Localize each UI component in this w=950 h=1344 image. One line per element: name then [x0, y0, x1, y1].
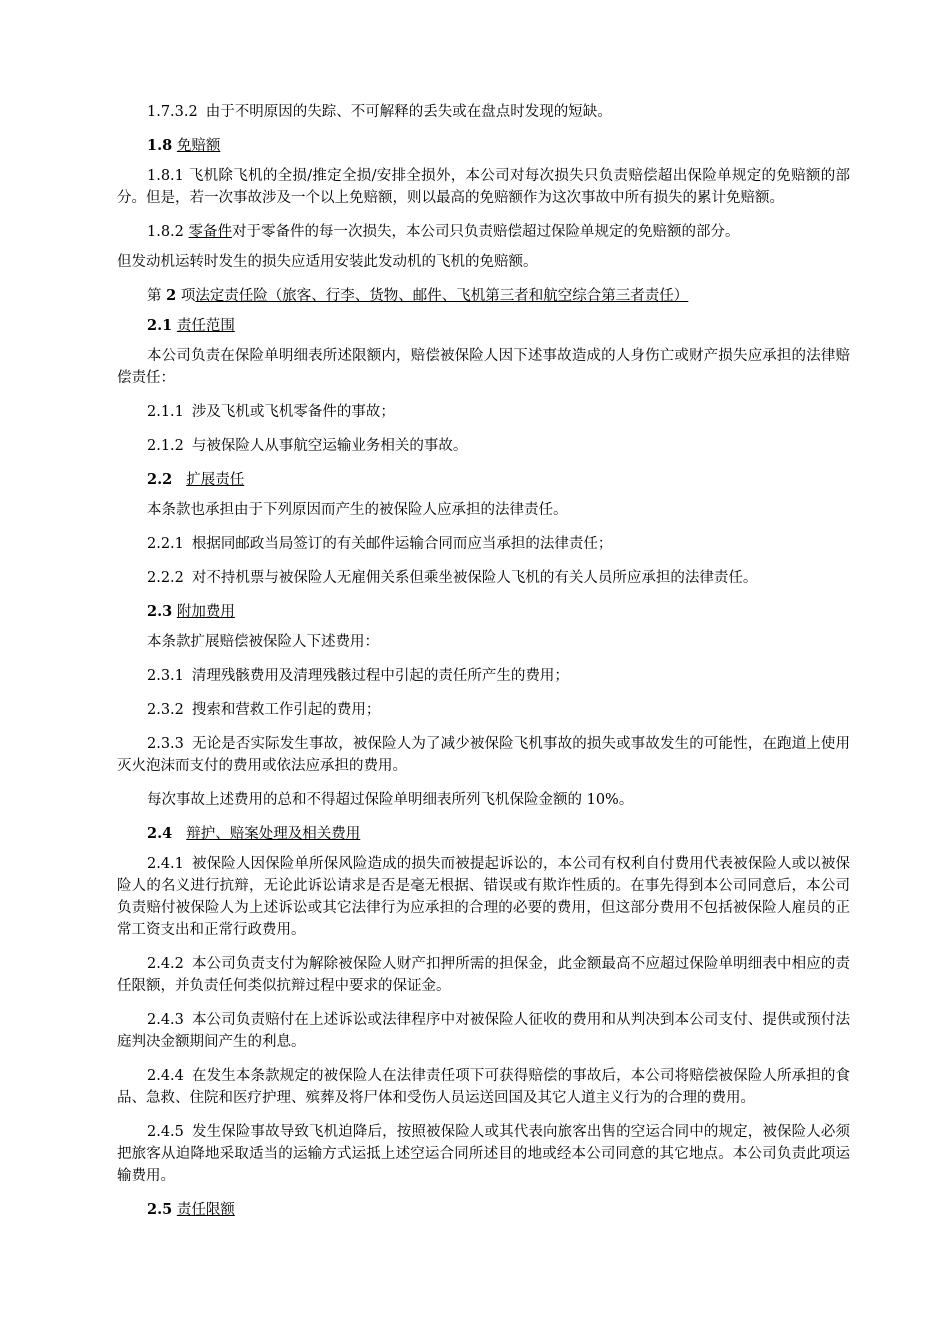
clause-text: 在发生本条款规定的被保险人在法律责任项下可获得赔偿的事故后，本公司将赔偿被保险人所承担的食品、急救、住院和医疗护理、殡葬及将尸体和受伤人员运送回国及其它人道主义行为的合理的费用。	[117, 1068, 850, 1106]
clause-number: 2.1.1	[147, 404, 184, 420]
clause-text: 飞机除飞机的全损/推定全损/安排全损外，本公司对每次损失只负责赔偿超出保险单规定的免赔额的部分。但是，若一次事故涉及一个以上免赔额，则以最高的免赔额作为这次事故中所有损失的累计免赔额。	[117, 168, 850, 206]
clause-number: 2.4.5	[147, 1124, 184, 1140]
clause-2-3-2	[117, 699, 850, 721]
clause-text: 本公司负责赔付在上述诉讼或法律程序中对被保险人征收的费用和从判决到本公司支付、提供或预付法庭判决金额期间产生的利息。	[117, 1012, 850, 1050]
clause-2-4-2	[117, 953, 850, 997]
heading-1-8	[117, 135, 850, 157]
clause-number: 2.4.4	[147, 1068, 184, 1084]
item-2-heading	[117, 285, 850, 307]
clause-text: 对于零备件的每一次损失，本公司只负责赔偿超过保险单规定的免赔额的部分。	[232, 224, 740, 240]
clause-text: 发生保险事故导致飞机迫降后，按照被保险人或其代表向旅客出售的空运合同中的规定，被保险人必须把旅客从迫降地采取适当的运输方式运抵上述空运合同所述目的地或经本公司同意的其它地点。本公司负责此项运输费用。	[117, 1124, 850, 1184]
clause-text: 根据同邮政当局签订的有关邮件运输合同而应当承担的法律责任；	[191, 536, 613, 552]
item-number: 2	[166, 287, 177, 304]
clause-number: 2.4.3	[147, 1012, 184, 1028]
heading-2-3	[117, 601, 850, 623]
clause-number: 1.8.1	[147, 168, 184, 184]
clause-number: 2.2.2	[147, 570, 184, 586]
clause-2-4-5	[117, 1121, 850, 1187]
heading-title: 责任限额	[176, 1202, 235, 1218]
clause-2-4-1	[117, 853, 850, 941]
clause-2-1-2	[117, 435, 850, 457]
clause-text: 与被保险人从事航空运输业务相关的事故。	[191, 438, 468, 454]
clause-number: 2.3.1	[147, 668, 184, 684]
heading-2-4	[117, 823, 850, 845]
clause-number: 2.4.1	[147, 856, 184, 872]
clause-2-2-2	[117, 567, 850, 589]
clause-2-2-1	[117, 533, 850, 555]
document-page	[117, 101, 850, 1229]
clause-number: 1.7.3.2	[147, 104, 198, 120]
heading-title: 辩护、赔案处理及相关费用	[186, 826, 361, 842]
clause-number: 1.8.2	[147, 224, 184, 240]
heading-title: 附加费用	[176, 604, 235, 620]
item-title: 法定责任险（旅客、行李、货物、邮件、飞机第三者和航空综合第三者责任）	[195, 288, 689, 304]
clause-text: 对不持机票与被保险人无雇佣关系但乘坐被保险人飞机的有关人员所应承担的法律责任。	[191, 570, 758, 586]
heading-number: 2.3	[147, 603, 173, 620]
clause-text: 无论是否实际发生事故，被保险人为了减少被保险飞机事故的损失或事故发生的可能性，在跑道上使用灭火泡沫而支付的费用或依法应承担的费用。	[117, 736, 850, 774]
heading-title: 免赔额	[176, 138, 221, 154]
clause-1-7-3-2	[117, 101, 850, 123]
clause-text: 涉及飞机或飞机零备件的事故；	[191, 404, 395, 420]
item-mid: 项	[180, 288, 196, 304]
clause-1-8-1	[117, 165, 850, 209]
clause-1-8-2	[117, 221, 850, 243]
clause-2-3-body: 本条款扩展赔偿被保险人下述费用：	[147, 634, 379, 650]
clause-2-2-body: 本条款也承担由于下列原因而产生的被保险人应承担的法律责任。	[147, 502, 568, 518]
heading-number: 2.1	[147, 317, 173, 334]
clause-text: 被保险人因保险单所保风险造成的损失而被提起诉讼的，本公司有权利自付费用代表被保险人或以被保险人的名义进行抗辩，无论此诉讼请求是否是毫无根据、错误或有欺诈性质的。在事先得到本公司同意后，本公司负责赔付被保险人为上述诉讼或其它法律行为应承担的合理的必要的费用，但这部分费用不包括被保险人雇员的正常工资支出和正常行政费用。	[117, 856, 850, 938]
heading-title: 责任范围	[176, 318, 235, 334]
heading-number: 2.5	[147, 1201, 173, 1218]
clause-text: 搜索和营救工作引起的费用；	[191, 702, 381, 718]
item-prefix: 第	[147, 288, 162, 304]
clause-2-1-1	[117, 401, 850, 423]
clause-2-3-1	[117, 665, 850, 687]
clause-2-1-body: 本公司负责在保险单明细表所述限额内，赔偿被保险人因下述事故造成的人身伤亡或财产损失应承担的法律赔偿责任：	[117, 348, 850, 386]
clause-2-4-3	[117, 1009, 850, 1053]
heading-number: 2.4	[147, 825, 173, 842]
heading-2-2	[117, 469, 850, 491]
clause-1-8-2-continued: 但发动机运转时发生的损失应适用安装此发动机的飞机的免赔额。	[117, 254, 538, 270]
clause-number: 2.1.2	[147, 438, 184, 454]
clause-text: 清理残骸费用及清理残骸过程中引起的责任所产生的费用；	[191, 668, 569, 684]
clause-number: 2.4.2	[147, 956, 184, 972]
heading-number: 2.2	[147, 471, 173, 488]
clause-number: 2.3.2	[147, 702, 184, 718]
clause-number: 2.3.3	[147, 736, 184, 752]
heading-number: 1.8	[147, 137, 173, 154]
clause-title: 零备件	[188, 224, 233, 240]
clause-number: 2.2.1	[147, 536, 184, 552]
clause-2-4-4	[117, 1065, 850, 1109]
heading-2-5	[117, 1199, 850, 1221]
heading-title: 扩展责任	[186, 472, 245, 488]
clause-2-3-3	[117, 733, 850, 777]
clause-2-3-total: 每次事故上述费用的总和不得超过保险单明细表所列飞机保险金额的 10%。	[147, 792, 634, 808]
clause-text: 本公司负责支付为解除被保险人财产扣押所需的担保金，此金额最高不应超过保险单明细表中相应的责任限额，并负责任何类似抗辩过程中要求的保证金。	[117, 956, 850, 994]
heading-2-1	[117, 315, 850, 337]
clause-text: 由于不明原因的失踪、不可解释的丢失或在盘点时发现的短缺。	[205, 104, 612, 120]
